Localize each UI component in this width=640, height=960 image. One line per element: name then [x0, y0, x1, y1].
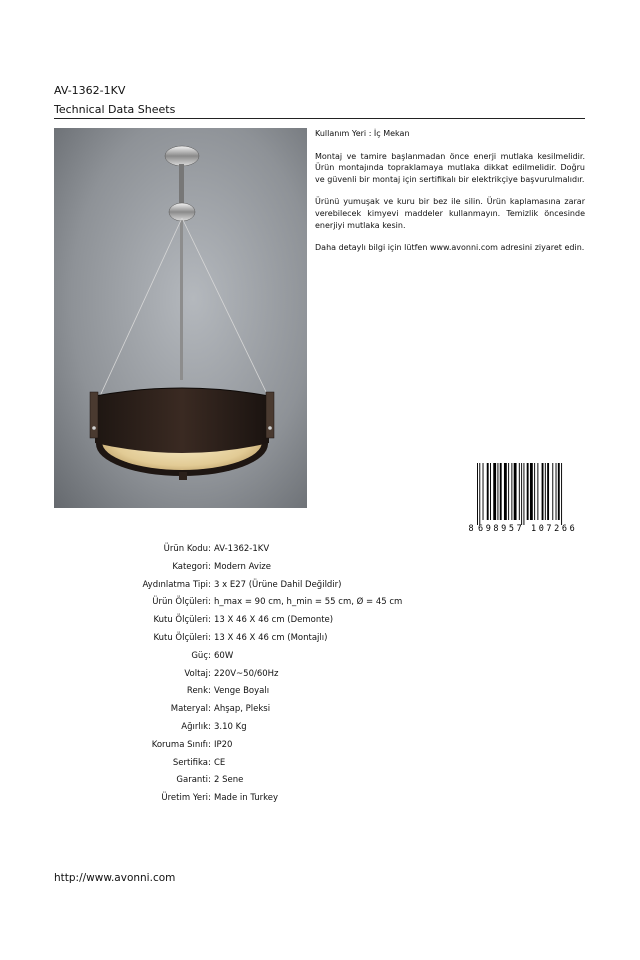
- barcode-bar: [497, 463, 498, 520]
- spec-separator: :: [208, 561, 211, 572]
- barcode-bar: [521, 463, 522, 525]
- ean-barcode: [468, 463, 584, 533]
- barcode-bar: [504, 463, 507, 520]
- spec-separator: :: [208, 633, 211, 643]
- spec-value: IP20: [214, 739, 233, 750]
- spec-value: 220V~50/60Hz: [214, 668, 279, 679]
- barcode-bar: [493, 463, 496, 520]
- spec-label: Aydınlatma Tipi: [142, 579, 208, 590]
- spec-separator: :: [208, 579, 211, 590]
- usage-location: Kullanım Yeri : İç Mekan: [315, 129, 410, 138]
- spec-row: [0, 793, 640, 807]
- barcode-bar: [500, 463, 502, 520]
- barcode-digits-right: 107266: [531, 524, 578, 533]
- barcode-bar: [545, 463, 546, 520]
- spec-value: h_max = 90 cm, h_min = 55 cm, Ø = 45 cm: [214, 597, 403, 608]
- footer-url[interactable]: http://www.avonni.com: [54, 872, 176, 884]
- barcode-digit-first: 8: [468, 524, 474, 533]
- spec-row: [0, 740, 640, 754]
- barcode-bar: [534, 463, 535, 520]
- spec-separator: :: [208, 704, 211, 715]
- website-note: Daha detaylı bilgi için lütfen www.avonni.com adresini ziyaret edin.: [315, 243, 585, 253]
- spec-row: [0, 704, 640, 718]
- spec-row: [0, 562, 640, 576]
- barcode-bar: [483, 463, 484, 520]
- barcode-bar: [519, 463, 520, 520]
- spec-separator: :: [208, 722, 211, 732]
- spec-value: 13 X 46 X 46 cm (Montajlı): [214, 633, 328, 643]
- spec-row: [0, 758, 640, 772]
- spec-row: [0, 580, 640, 594]
- document-subtitle: Technical Data Sheets: [54, 103, 176, 116]
- barcode-digits-left: 698957: [478, 524, 525, 533]
- spec-label: Kategori: [172, 561, 208, 572]
- spec-value: Venge Boyalı: [214, 686, 270, 697]
- spec-row: [0, 615, 640, 629]
- spec-row: [0, 544, 640, 558]
- spec-label: Renk: [186, 686, 208, 697]
- spec-value: AV-1362-1KV: [214, 544, 270, 554]
- spec-row: [0, 686, 640, 700]
- spec-separator: :: [208, 757, 211, 768]
- spec-value: Modern Avize: [214, 561, 271, 572]
- spec-row: [0, 722, 640, 736]
- spec-separator: :: [208, 544, 211, 554]
- product-photo: [54, 128, 307, 508]
- spec-separator: :: [208, 686, 211, 697]
- barcode-bar: [547, 463, 549, 520]
- spec-label: Kutu Ölçüleri: [153, 615, 208, 626]
- spec-label: Garanti: [176, 775, 208, 786]
- barcode-bar: [479, 463, 480, 525]
- spec-separator: :: [208, 597, 211, 608]
- spec-label: Üretim Yeri: [161, 793, 208, 804]
- spec-value: 60W: [214, 650, 234, 661]
- safety-note: Montaj ve tamire başlanmadan önce enerji mutlaka kesilmelidir. Ürün montajında topraklamaya mutlaka dikkat edilmelidir. Doğru ve güvenli bir montaj için sertifikalı bir elektrikçiye başvurulmalıdır.: [315, 151, 585, 184]
- spec-label: Güç: [191, 650, 208, 661]
- spec-row: [0, 651, 640, 665]
- product-code-heading: AV-1362-1KV: [54, 84, 126, 97]
- barcode-bar: [552, 463, 553, 520]
- spec-row: [0, 597, 640, 611]
- barcode-bar: [537, 463, 538, 520]
- barcode-bar: [514, 463, 517, 520]
- spec-value: 3.10 Kg: [214, 722, 247, 732]
- spec-label: Kutu Ölçüleri: [153, 633, 208, 643]
- spec-label: Ürün Ölçüleri: [152, 597, 208, 608]
- spec-label: Ürün Kodu: [163, 544, 208, 554]
- spec-label: Voltaj: [184, 668, 208, 679]
- spec-row: [0, 775, 640, 789]
- spec-separator: :: [208, 668, 211, 679]
- spec-label: Ağırlık: [181, 722, 208, 732]
- barcode-bar: [558, 463, 560, 520]
- spec-value: 13 X 46 X 46 cm (Demonte): [214, 615, 334, 626]
- spec-label: Sertifika: [172, 757, 208, 768]
- barcode-bar: [490, 463, 491, 520]
- spec-separator: :: [208, 739, 211, 750]
- usage-info: [315, 128, 585, 265]
- spec-value: 2 Sene: [214, 775, 244, 786]
- barcode-bar: [508, 463, 509, 520]
- spec-separator: :: [208, 793, 211, 804]
- spec-value: Ahşap, Pleksi: [214, 704, 271, 715]
- header-divider: [54, 118, 585, 119]
- spec-separator: :: [208, 615, 211, 626]
- barcode-bar: [523, 463, 524, 525]
- spec-label: Materyal: [170, 704, 208, 715]
- barcode-bar: [530, 463, 533, 520]
- spec-separator: :: [208, 650, 211, 661]
- barcode-bar: [487, 463, 489, 520]
- barcode-bar: [527, 463, 529, 520]
- barcode-bar: [477, 463, 478, 525]
- care-note: Ürünü yumuşak ve kuru bir bez ile silin. Ürün kaplamasına zarar verebilecek kimyevi maddeler kullanmayın. Temizlik öncesinde enerjiyi mutlaka kesin.: [315, 197, 585, 230]
- spec-row: [0, 669, 640, 683]
- spec-value: Made in Turkey: [214, 793, 278, 804]
- barcode-bar: [542, 463, 544, 520]
- spec-value: CE: [214, 757, 226, 768]
- barcode-bar: [511, 463, 512, 520]
- barcode-bar: [561, 463, 562, 525]
- spec-separator: :: [208, 775, 211, 786]
- barcode-bar: [556, 463, 557, 520]
- spec-value: 3 x E27 (Ürüne Dahil Değildir): [214, 579, 342, 590]
- spec-label: Koruma Sınıfı: [151, 739, 208, 750]
- spec-row: [0, 633, 640, 647]
